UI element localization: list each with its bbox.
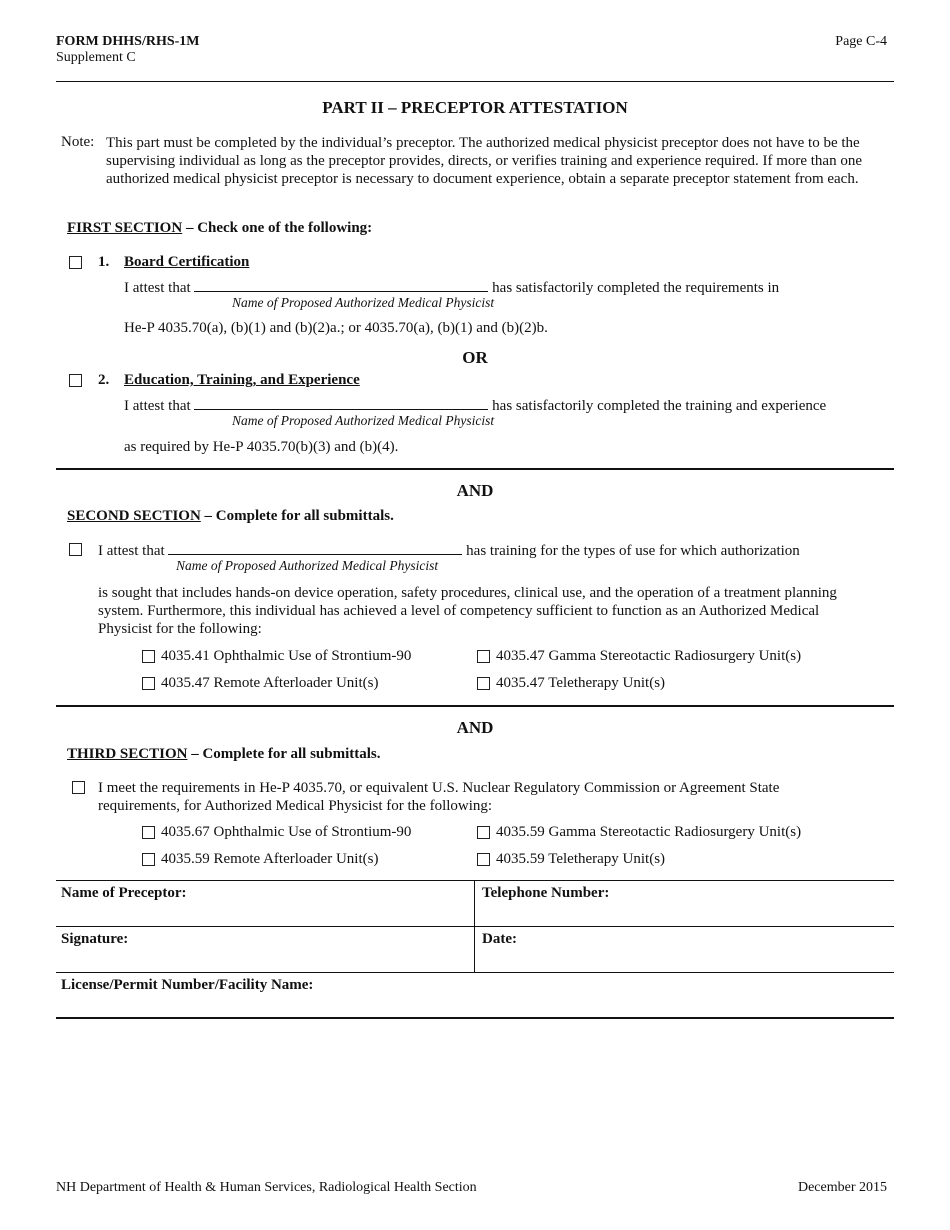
third-section-heading: THIRD SECTION – Complete for all submittals.	[67, 746, 381, 762]
second-section-heading: SECOND SECTION – Complete for all submittals.	[67, 508, 394, 524]
form-id: FORM DHHS/RHS-1M	[56, 34, 200, 49]
option-label: 4035.59 Gamma Stereotactic Radiosurgery Unit(s)	[496, 824, 802, 840]
preceptor-name-field[interactable]	[56, 902, 472, 924]
footer-agency: NH Department of Health & Human Services, Radiological Health Section	[56, 1180, 477, 1195]
option-label: 4035.47 Gamma Stereotactic Radiosurgery Unit(s)	[496, 648, 802, 664]
option-number: 2.	[98, 372, 110, 388]
second-section-body: is sought that includes hands-on device operation, safety procedures, clinical use, and the operation of a treatment planning system. Furthermore, this individual has achieved a level of competency sufficient to function as an Authorized Medical Physicist for the following:	[98, 585, 837, 637]
page-number: Page C-4	[835, 34, 887, 49]
physicist-name-field[interactable]	[168, 541, 462, 555]
ophthalmic-strontium-checkbox[interactable]	[142, 826, 155, 839]
and-label: AND	[456, 718, 494, 737]
preceptor-name-label: Name of Preceptor:	[61, 885, 187, 901]
option2-attest-line: I attest that has satisfactorily completed the training and experience	[124, 398, 827, 414]
name-caption: Name of Proposed Authorized Medical Physicist	[176, 558, 439, 573]
gamma-stereotactic-checkbox[interactable]	[477, 826, 490, 839]
note-label: Note:	[61, 134, 95, 150]
page-title: PART II – PRECEPTOR ATTESTATION	[322, 98, 628, 117]
option-label: 4035.59 Remote Afterloader Unit(s)	[161, 851, 379, 867]
table-row-border	[56, 972, 894, 973]
teletherapy-checkbox[interactable]	[477, 677, 490, 690]
option-number: 1.	[98, 254, 110, 270]
option1-attest-line: I attest that has satisfactorily completed the requirements in	[124, 280, 780, 296]
date-label: Date:	[482, 931, 517, 947]
board-certification-checkbox[interactable]	[69, 256, 82, 269]
board-certification-title: Board Certification	[124, 254, 250, 270]
option-label: 4035.67 Ophthalmic Use of Strontium-90	[161, 824, 412, 840]
remote-afterloader-checkbox[interactable]	[142, 677, 155, 690]
teletherapy-checkbox[interactable]	[477, 853, 490, 866]
table-row-border	[56, 926, 894, 927]
table-top-border	[56, 880, 894, 881]
header-divider	[56, 81, 894, 82]
signature-label: Signature:	[61, 931, 129, 947]
third-section-body: I meet the requirements in He-P 4035.70, or equivalent U.S. Nuclear Regulatory Commission or Agreement State requirements, for Authorized Medical Physicist for the following:	[98, 780, 780, 814]
option-label: 4035.47 Teletherapy Unit(s)	[496, 675, 666, 691]
telephone-label: Telephone Number:	[482, 885, 610, 901]
supplement-label: Supplement C	[56, 50, 136, 65]
second-attest-line: I attest that has training for the types of use for which authorization	[98, 543, 800, 559]
ophthalmic-strontium-checkbox[interactable]	[142, 650, 155, 663]
section-divider	[56, 705, 894, 707]
footer-date: December 2015	[797, 1180, 887, 1195]
physicist-name-field[interactable]	[194, 278, 488, 292]
option2-ref: as required by He-P 4035.70(b)(3) and (b)(4).	[124, 439, 399, 455]
option-label: 4035.47 Remote Afterloader Unit(s)	[161, 675, 379, 691]
name-caption: Name of Proposed Authorized Medical Physicist	[232, 413, 495, 428]
license-field[interactable]	[56, 994, 892, 1015]
first-section-heading: FIRST SECTION – Check one of the following:	[67, 220, 373, 236]
option-label: 4035.59 Teletherapy Unit(s)	[496, 851, 666, 867]
second-section-checkbox[interactable]	[69, 543, 82, 556]
remote-afterloader-checkbox[interactable]	[142, 853, 155, 866]
gamma-stereotactic-checkbox[interactable]	[477, 650, 490, 663]
table-bottom-border	[56, 1017, 894, 1019]
physicist-name-field[interactable]	[194, 396, 488, 410]
signature-field[interactable]	[56, 948, 472, 970]
section-divider	[56, 468, 894, 470]
or-label: OR	[462, 348, 488, 367]
telephone-field[interactable]	[477, 902, 893, 924]
date-field[interactable]	[477, 948, 893, 970]
and-label: AND	[456, 481, 494, 500]
table-column-divider	[474, 880, 475, 972]
education-training-checkbox[interactable]	[69, 374, 82, 387]
note-text: This part must be completed by the individual’s preceptor. The authorized medical physicist preceptor does not have to be the supervising individual as long as the preceptor provides, directs, or verifies training and experience required. If more than one authorized medical physicist preceptor is necessary to document experience, obtain a separate preceptor statement from each.	[106, 135, 862, 187]
license-label: License/Permit Number/Facility Name:	[61, 977, 314, 993]
third-section-checkbox[interactable]	[72, 781, 85, 794]
name-caption: Name of Proposed Authorized Medical Physicist	[232, 295, 495, 310]
education-training-title: Education, Training, and Experience	[124, 372, 360, 388]
option1-ref: He-P 4035.70(a), (b)(1) and (b)(2)a.; or 4035.70(a), (b)(1) and (b)(2)b.	[124, 320, 548, 336]
option-label: 4035.41 Ophthalmic Use of Strontium-90	[161, 648, 412, 664]
